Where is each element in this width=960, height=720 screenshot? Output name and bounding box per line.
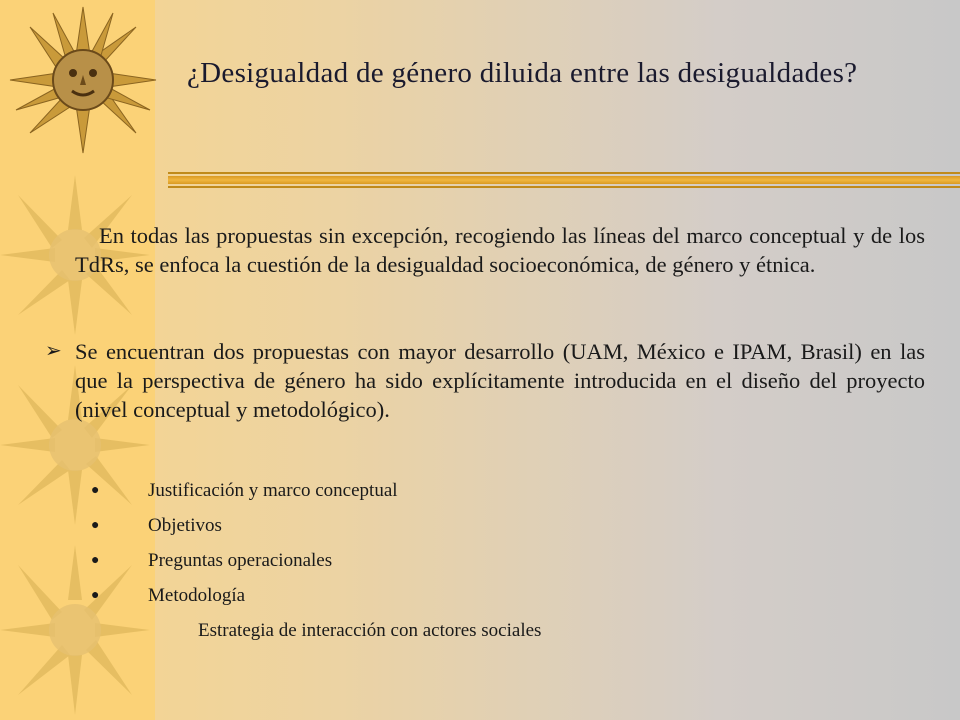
bullet-dot-icon: ● [91,518,100,533]
bullet-dot-icon: ● [91,588,100,603]
sun-decoration-icon [0,540,150,720]
sub-sub-item: Estrategia de interacción con actores sociales [198,620,542,641]
slide-title: ¿Desigualdad de género diluida entre las desigualdades? [187,57,858,89]
sub-item: ● Justificación y marco conceptual [91,480,398,501]
title-divider [168,172,960,188]
sub-item: ● Metodología [91,585,246,606]
bullet-2 [45,337,925,424]
bullet-dot-icon: ● [91,483,100,498]
sub-item: ● Preguntas operacionales [91,550,333,571]
arrow-bullet-icon: ➢ [45,340,62,362]
sub-item: ● Objetivos [91,515,222,536]
bullet-1 [75,221,925,279]
bullet-1-text: En todas las propuestas sin excepción, recogiendo las líneas del marco conceptual y de los TdRs, se enfoca la cuestión de la desigualdad socioeconómica, de género y étnica. [75,223,925,277]
bullet-2-text: Se encuentran dos propuestas con mayor desarrollo (UAM, México e IPAM, Brasil) en las que la perspectiva de género ha sido explícitamente introducida en el diseño del proyecto (nivel conceptual y metodológico). [75,339,925,422]
sun-face-icon [8,5,158,155]
bullet-dot-icon: ● [91,553,100,568]
